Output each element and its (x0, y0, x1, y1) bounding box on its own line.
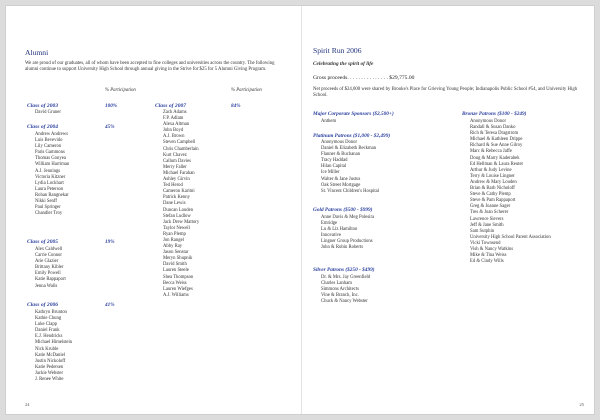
list-item: Andrew & Mary Louden (470, 179, 517, 185)
list-item: Daniel & Elizabeth Beckman (321, 146, 377, 152)
class-2004-heading: Class of 2004 (27, 124, 59, 130)
participation-header-left: % Participation (105, 88, 136, 93)
list-item: Ed Hellman & Laura Reuter (470, 161, 524, 167)
silver-heading: Silver Patrons ($250 - $499) (313, 267, 375, 273)
gold-heading: Gold Patrons ($500 - $999) (313, 207, 373, 213)
list-item: Rich & Teresa Dragstrom (470, 131, 519, 137)
class-2005-heading: Class of 2005 (27, 239, 59, 245)
list-item: Dr. & Mrs. Jay Greenfield (321, 275, 371, 280)
class-2005-list (35, 247, 66, 290)
list-item: Marc & Rebecca Jaffe (470, 149, 512, 155)
class-2003-list (35, 110, 61, 116)
list-item: Ed & Cindy Wills (470, 259, 504, 265)
list-item: Katie Pedersen (35, 364, 64, 370)
list-item: Patrick Kenny (163, 195, 190, 201)
list-item: Duncan Louden (163, 207, 194, 213)
class-2004-list (35, 132, 69, 217)
list-item: A.J. Jennings (35, 168, 61, 174)
list-item: Paul Springer (35, 205, 61, 211)
list-item: Flanner & Buchanan (321, 152, 361, 158)
list-item: Meryn Shupnik (163, 256, 193, 262)
list-item: Paris Gammons (35, 150, 65, 156)
list-item: Jason Senstar (163, 250, 189, 256)
list-item: Nick Kruble (35, 346, 59, 352)
silver-list (321, 275, 370, 305)
list-item: Alexa Altman (163, 122, 190, 128)
list-item: Alex Caldwell (35, 247, 63, 252)
list-item: Ashley Girvin (163, 177, 190, 183)
class-2005-pct: 19% (105, 239, 115, 245)
list-item: Tres & Joan Scherer (470, 210, 509, 216)
list-item: Jenna Walls (35, 283, 58, 289)
list-item: David Gruner (35, 110, 61, 115)
list-item: Luis Bevevido (35, 138, 63, 144)
list-item: Steven Campbell (163, 140, 196, 146)
list-item: Emily Powell (35, 271, 61, 277)
list-item: Vicki Townsend (470, 240, 501, 246)
list-item: Charles Lanham (321, 281, 352, 287)
list-item: Simmons Architects (321, 287, 359, 293)
list-item: Lauren Wiefges (163, 286, 193, 292)
list-item: Dane Lewis (163, 201, 186, 207)
class-2007-heading: Class of 2007 (155, 103, 187, 109)
bronze-heading: Bronze Patrons ($100 - $249) (462, 111, 527, 117)
list-item: Andrew Andrews (35, 132, 68, 137)
list-item: Lydia Lockhart (35, 180, 64, 186)
bronze-list (470, 119, 582, 265)
list-item: E.J. Hendricks (35, 334, 63, 340)
page-number-right: 25 (579, 402, 584, 407)
spirit-run-subtitle: Celebrating the spirit of life (313, 61, 374, 67)
list-item: J. Renee White (35, 377, 64, 383)
major-sponsors-heading: Major Corporate Sponsors ($2,500+) (313, 111, 394, 117)
alumni-intro: We are proud of our graduates, all of whom have been accepted to fine colleges and universities across the country. The following alumni continue to support University High School through annual giving in the Strive for $25 for 5 Alumni Giving Program. (25, 61, 275, 72)
class-2003-heading: Class of 2003 (27, 103, 59, 109)
list-item: Richard & Sue Anne Gilroy (470, 143, 523, 149)
list-item: Taylor Newell (163, 225, 190, 231)
list-item: Daniel Frank (35, 328, 60, 334)
list-item: Victoria Kitzner (35, 174, 66, 180)
list-item: Kathie Chung (35, 316, 62, 322)
class-2004-pct: 45% (105, 124, 115, 130)
list-item: Ice Miller (321, 170, 340, 176)
net-proceeds: Net proceeds of $24,000 were shared by Brooke's Place for Grieving Young People; Indianapolis Public School #54, and University High School. (313, 87, 578, 98)
list-item: Lauren Steele (163, 268, 189, 274)
list-item: Anne Davis & Meg Polesira (321, 215, 375, 220)
class-2006-heading: Class of 2006 (27, 302, 59, 308)
list-item: Steve & Cathy Plemp (470, 192, 511, 198)
list-item: Anonymous Donor (321, 140, 358, 145)
list-item: Steve & Pam Rappaport (470, 198, 516, 204)
list-item: Rohan Rangnekar (35, 192, 69, 198)
participation-header-right: % Participation (231, 88, 262, 93)
list-item: Lawrence Sievers (470, 216, 504, 222)
list-item: Chuck & Nancy Webster (321, 299, 368, 305)
list-item: Sam Sutphin (470, 228, 495, 234)
list-item: Becca Weiss (163, 280, 187, 286)
list-item: Michael Farahan (163, 170, 195, 176)
list-item: Laura Peterson (35, 186, 64, 192)
list-item: Carrie Connor (35, 253, 62, 259)
platinum-heading: Platinum Patrons ($1,000 - $2,499) (313, 133, 391, 139)
list-item: Zach Adams (163, 110, 187, 115)
list-item: John & Robin Roberts (321, 245, 364, 251)
list-item: Greg & Joanne Sager (470, 204, 511, 210)
list-item: William Harriman (35, 162, 70, 168)
list-item: David Smith (163, 262, 187, 268)
list-item: Vine & Branch, Inc. (321, 293, 359, 299)
list-item: Innovative (321, 233, 342, 239)
list-item: Oak Street Mortgage (321, 182, 361, 188)
list-item: Emridge (321, 221, 338, 227)
list-item: Justin Nickoloff (35, 358, 66, 364)
list-item: Lu & Liz Hamilton (321, 227, 358, 233)
list-item: St. Vincent Children's Hospital (321, 188, 380, 194)
list-item: Katie McDaniel (35, 352, 66, 358)
list-item: Michael & Kathleen Drippe (470, 137, 523, 143)
list-item: Jeff & Jane Smith (470, 222, 504, 228)
alumni-title: Alumni (25, 48, 49, 57)
list-item: John Boyd (163, 128, 184, 134)
list-item: Lingner Group Productions (321, 239, 373, 245)
major-sponsors-list (321, 119, 336, 125)
list-item: Ted Herod (163, 183, 183, 189)
platinum-list (321, 140, 379, 195)
list-item: Cameron Karimi (163, 189, 195, 195)
list-item: Jon Rangel (163, 237, 184, 243)
list-item: Nikki Senff (35, 199, 57, 205)
list-item: Vish & Nancy Watkins (470, 246, 514, 252)
booklet-spread (5, 5, 595, 415)
list-item: F.P. Adlam (163, 116, 184, 122)
list-item: Chris Chamberlain (163, 146, 199, 152)
list-item: Luke Clapp (35, 322, 58, 328)
gold-list (321, 215, 374, 252)
list-item: Abby Ray (163, 244, 183, 250)
list-item: Hilan Capital (321, 164, 347, 170)
list-item: Walter & Jane Justus (321, 176, 361, 182)
class-2006-pct: 41% (105, 302, 115, 308)
gross-proceeds: Gross proceeds. . . . . . . . . . . . . . . $29,775.00 (313, 75, 415, 81)
list-item: Randall & Susan Danko (470, 125, 516, 131)
list-item: Kurt Chavez (163, 152, 187, 158)
list-item: Brittany Kibler (35, 265, 64, 271)
list-item: Tracy Haddad (321, 158, 348, 164)
list-item: Stefan Ludlow (163, 213, 191, 219)
class-2007-list (163, 110, 199, 299)
class-2007-pct: 84% (231, 103, 241, 109)
class-2006-list (35, 310, 72, 383)
spirit-run-title: Spirit Run 2006 (313, 46, 362, 55)
list-item: Ryan Plemp (163, 231, 186, 237)
list-item: A.J. Williams (163, 292, 189, 298)
list-item: Doug & Marry Kaderabek (470, 155, 520, 161)
list-item: Arthur & Judy Levine (470, 167, 512, 173)
list-item: A.J. Brown (163, 134, 185, 140)
list-item: Jack Drew Mattory (163, 219, 200, 225)
page-number-left: 24 (25, 402, 30, 407)
list-item: University High School Parent Association (470, 234, 551, 240)
list-item: Merry Faller (163, 164, 187, 170)
list-item: Michael Himelstein (35, 340, 73, 346)
list-item: Terry & Louise Lingner (470, 173, 515, 179)
list-item: Jackie Webster (35, 370, 64, 376)
right-page (302, 6, 596, 414)
list-item: Callum Davies (163, 158, 191, 164)
left-page (6, 6, 301, 414)
list-item: Anonymous Donor (470, 119, 507, 124)
list-item: Brian & Barb Nicholoff (470, 186, 515, 192)
list-item: Mike & Tina Weiss (470, 253, 507, 259)
class-2003-pct: 100% (105, 103, 118, 109)
list-item: Thomas Gonyea (35, 156, 66, 162)
list-item: Katie Rappaport (35, 277, 66, 283)
list-item: Lily Cameron (35, 144, 62, 150)
list-item: Chandler Troy (35, 211, 63, 217)
list-item: Arie Glazier (35, 259, 59, 265)
list-item: Anthem (321, 119, 337, 124)
list-item: Kathryn Brunton (35, 310, 67, 315)
list-item: Shea Thompson (163, 274, 194, 280)
